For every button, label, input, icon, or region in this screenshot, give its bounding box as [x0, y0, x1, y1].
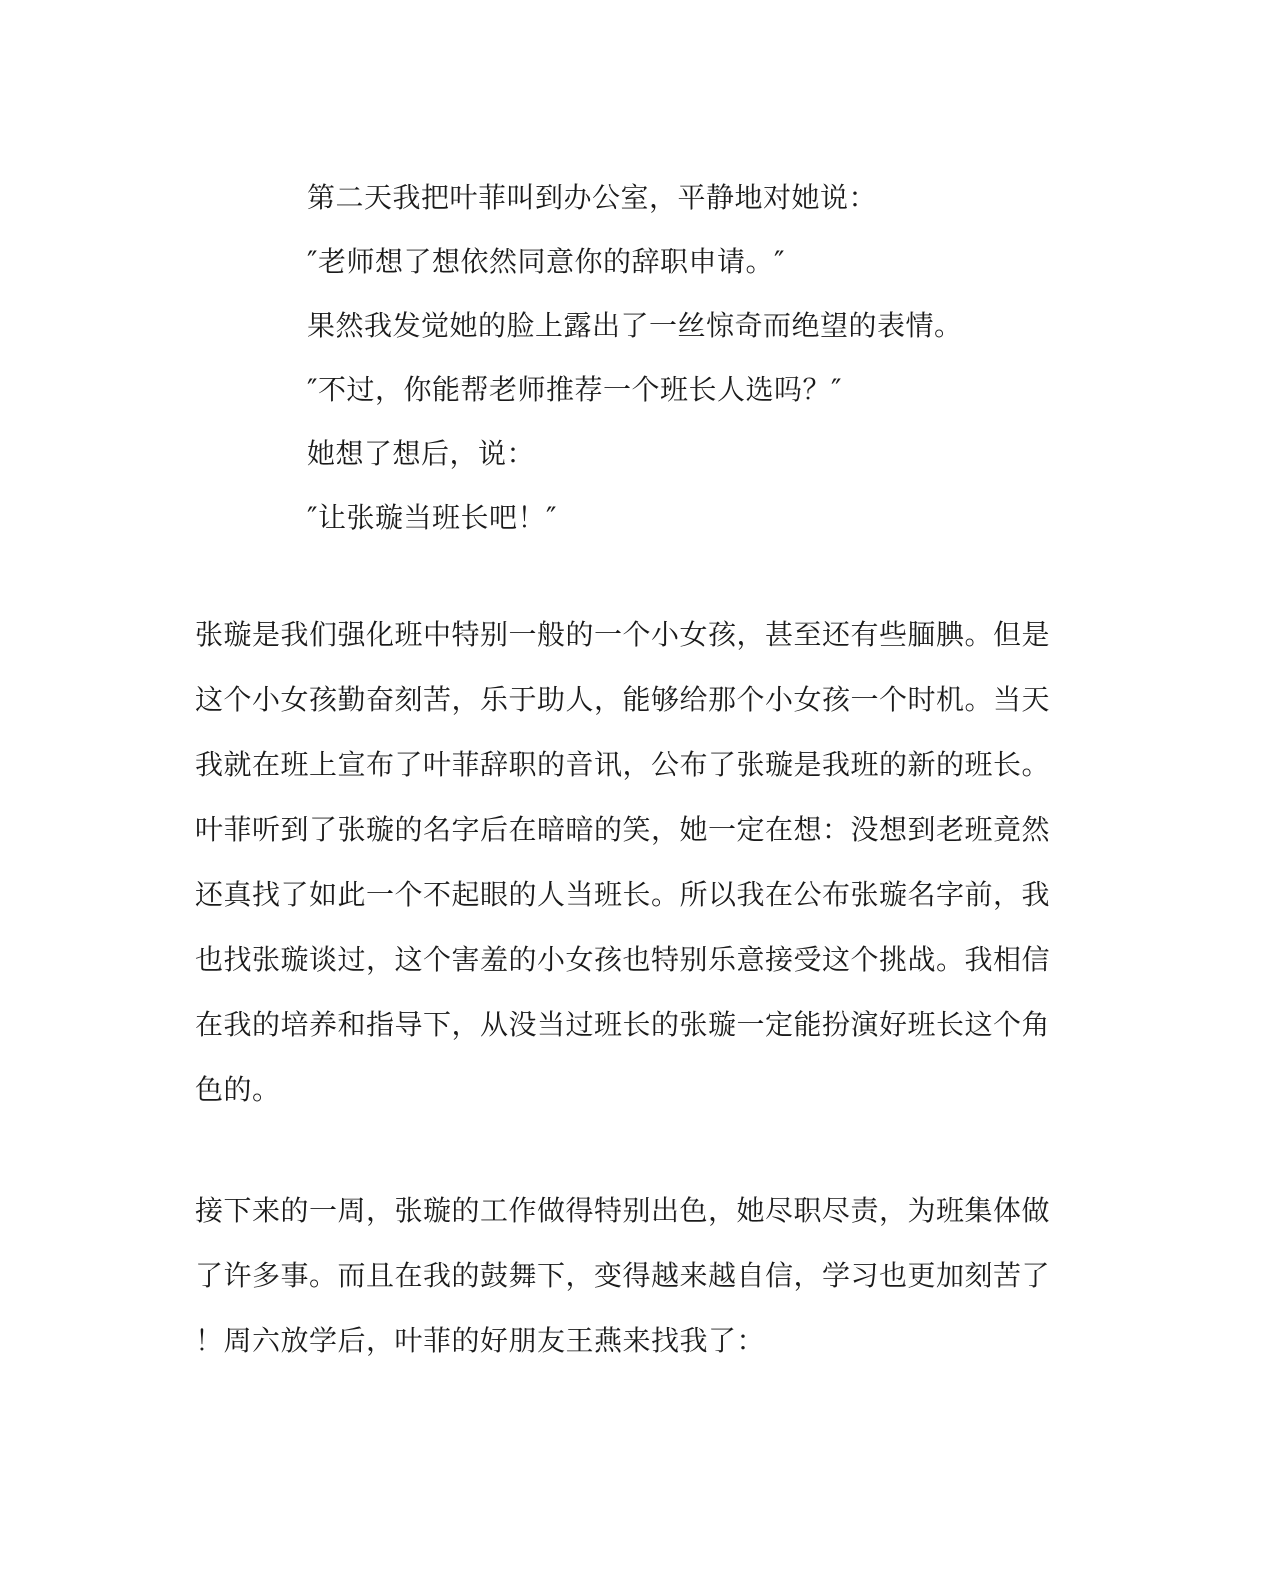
paragraph-line: 接下来的一周，张璇的工作做得特别出色，她尽职尽责，为班集体做 — [195, 1194, 1051, 1227]
paragraph-line: 这个小女孩勤奋刻苦，乐于助人，能够给那个小女孩一个时机。当天 — [195, 683, 1051, 716]
paragraph-line: 叶菲听到了张璇的名字后在暗暗的笑，她一定在想：没想到老班竟然 — [195, 813, 1051, 846]
dialogue-block — [307, 166, 1067, 550]
paragraph-line: 了许多事。而且在我的鼓舞下，变得越来越自信，学习也更加刻苦了 — [195, 1259, 1051, 1292]
dialogue-line: 果然我发觉她的脸上露出了一丝惊奇而绝望的表情。 — [307, 309, 963, 342]
paragraph-line: 还真找了如此一个不起眼的人当班长。所以我在公布张璇名字前，我 — [195, 878, 1051, 911]
dialogue-line: ″不过，你能帮老师推荐一个班长人选吗？″ — [307, 373, 842, 406]
paragraph-line: 我就在班上宣布了叶菲辞职的音讯，公布了张璇是我班的新的班长。 — [195, 748, 1051, 781]
dialogue-line: 第二天我把叶菲叫到办公室，平静地对她说： — [307, 181, 878, 214]
paragraph-line: 色的。 — [195, 1073, 281, 1106]
paragraph-1 — [195, 602, 1055, 1122]
paragraph-line: 张璇是我们强化班中特别一般的一个小女孩，甚至还有些腼腆。但是 — [195, 618, 1051, 651]
paragraph-line: 也找张璇谈过，这个害羞的小女孩也特别乐意接受这个挑战。我相信 — [195, 943, 1051, 976]
paragraph-line: ！周六放学后，叶菲的好朋友王燕来找我了： — [195, 1324, 766, 1357]
dialogue-line: 她想了想后，说： — [307, 437, 536, 470]
paragraph-line: 在我的培养和指导下，从没当过班长的张璇一定能扮演好班长这个角 — [195, 1008, 1051, 1041]
dialogue-line: ″让张璇当班长吧！″ — [307, 501, 557, 534]
dialogue-line: ″老师想了想依然同意你的辞职申请。″ — [307, 245, 785, 278]
paragraph-2 — [195, 1178, 1055, 1373]
